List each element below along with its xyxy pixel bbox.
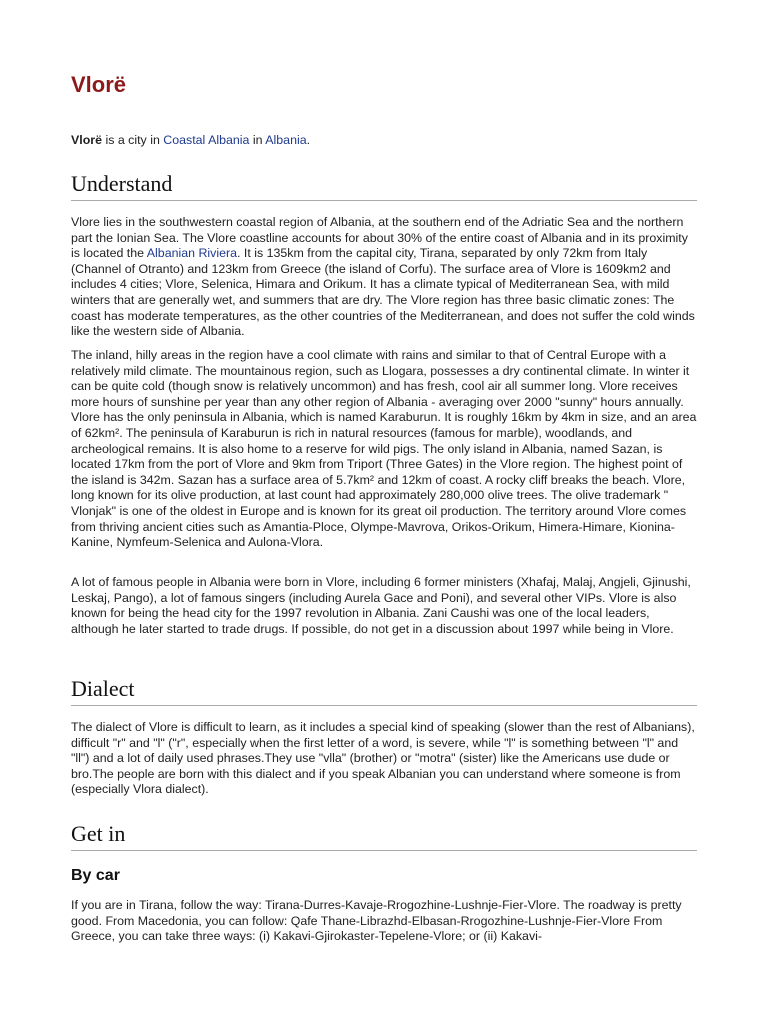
understand-p1-text-b: . It is 135km from the capital city, Tirana, separated by only 72km from Italy (Channel of Otranto) and 123km from Greece (the island of Corfu). The surface area of Vlore is 1609km2 and includes 4 cities; Vlore, Selenica, Himara and Orikum. It has a climate typical of Mediterranean Sea, with mild winters that are generally wet, and summers that are dry. The Vlore region has three basic climatic zones: The coast has moderate temperatures, as the other countries of the Mediterranean, and does not suffer the cold winds like the western side of Albania. [71, 246, 695, 339]
section-heading-understand: Understand [71, 170, 697, 201]
understand-paragraph-3: A lot of famous people in Albania were born in Vlore, including 6 former ministers (Xhafaj, Malaj, Angjeli, Gjinushi, Leskaj, Pango), a lot of famous singers (including Aurela Gace and Poni), and several other VIPs. Vlore is also known for being the head city for the 1997 revolution in Albania. Zani Caushi was one of the local leaders, although he later started to trade drugs. If possible, do not get in a discussion about 1997 while being in Vlore. [71, 575, 691, 636]
dialect-paragraph-1: The dialect of Vlore is difficult to learn, as it includes a special kind of speaking (slower than the rest of Albanians), difficult "r" and "l" ("r", especially when the first letter of a word, is severe, while "l" is something between "l" and "ll") and a lot of daily used phrases.They use "vlla" (brother) or "motra" (sister) like the Americans use dude or bro.The people are born with this dialect and if you speak Albanian you can understand where someone is from (especially Vlora dialect). [71, 720, 695, 797]
intro-sentence [71, 132, 310, 148]
intro-text-1: is a city in [102, 133, 164, 147]
coastal-albania-link[interactable]: Coastal Albania [163, 133, 250, 147]
page-title: Vlorë [71, 72, 127, 97]
section-heading-dialect: Dialect [71, 675, 697, 706]
subsection-heading-by-car: By car [71, 867, 120, 884]
understand-p1-text-a: Vlore lies in the southwestern coastal region of Albania, at the southern end of the Adriatic Sea and the northern part the Ionian Sea. The Vlore coastline accounts for about 30% of the entire coast of Albania and in its proximity is located the [71, 215, 688, 261]
intro-city-name: Vlorë [71, 133, 102, 147]
section-heading-get-in: Get in [71, 820, 697, 851]
understand-paragraph-2: The inland, hilly areas in the region have a cool climate with rains and similar to that of Central Europe with a relatively mild climate. The mountainous region, such as Llogara, possesses a dry continental climate. In winter it can be quite cold (though snow is relatively uncommon) and has fresh, cool air all summer long. Vlore receives more hours of sunshine per year than any other region of Albania - averaging over 2000 "sunny" hours annually. Vlore has the only peninsula in Albania, which is named Karaburun. It is roughly 16km by 4km in size, and an area of 62km². The peninsula of Karaburun is rich in natural resources (famous for marble), woodlands, and archeological remains. It is also home to a reserve for wild pigs. The only island in Albania, named Sazan, is located 17km from the port of Vlore and 9km from Triport (Three Gates) in the Vlore region. The highest point of the island is 342m. Sazan has a surface area of 5.7km² and 12km of coast. A rocky cliff breaks the beach. Vlore, long known for its olive production, at last count had approximately 280,000 olive trees. The olive trademark " Vlonjak" is one of the oldest in Europe and is known for its great oil production. The territory around Vlore comes from thriving ancient cities such as Amantia-Ploce, Olympe-Mavrova, Orikos-Orikum, Himera-Himare, Kionina-Kanine, Nymfeum-Selenica and Aulona-Vlora. [71, 348, 697, 550]
by-car-paragraph-1: If you are in Tirana, follow the way: Tirana-Durres-Kavaje-Rrogozhine-Lushnje-Fier-Vlore. The roadway is pretty good. From Macedonia, you can follow: Qafe Thane-Librazhd-Elbasan-Rrogozhine-Lushnje-Fier-Vlore From Greece, you can take three ways: (i) Kakavi-Gjirokaster-Tepelene-Vlore; or (ii) Kakavi- [71, 898, 682, 944]
understand-paragraph-1 [71, 215, 698, 340]
albania-link[interactable]: Albania [265, 133, 307, 147]
albanian-riviera-link[interactable]: Albanian Riviera [146, 246, 238, 261]
intro-text-3: . [306, 133, 311, 147]
intro-text-2: in [249, 133, 266, 147]
